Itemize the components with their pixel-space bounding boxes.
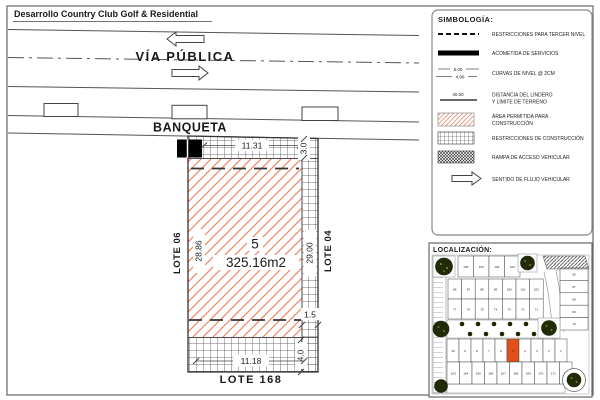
map-lot-number: 6 [500, 348, 502, 353]
legend-grid-hatch-icon [438, 132, 474, 144]
map-lot-number: 9 [464, 348, 466, 353]
map-lot-number: 2 [548, 348, 550, 353]
map-lot-number: 88 [480, 287, 484, 292]
map-lot-number: 3 [536, 348, 538, 353]
contour-upper-value: 5.00 [453, 67, 463, 72]
localizacion-panel [429, 243, 592, 397]
legend-label-7: RAMPA DE ACCESO VEHICULAR [492, 155, 570, 161]
map-lot-number: 8 [476, 348, 478, 353]
map-lot-number: 167 [500, 371, 506, 376]
legend-panel [432, 10, 592, 235]
map-lot-number: 170 [538, 371, 544, 376]
map-lot-number: 89 [493, 287, 498, 292]
neighbor-lote-04: LOTE 04 [323, 229, 334, 273]
map-lot-number: 70 [572, 322, 576, 327]
map-lot-number: 106 [463, 264, 469, 269]
legend-black-bar-icon [438, 51, 479, 56]
map-lot-number: 66 [572, 272, 576, 277]
contour-lower-value: 4.90 [455, 74, 465, 80]
tree-icon [433, 321, 449, 337]
tree-icon [567, 373, 581, 387]
map-lot-number: 67 [572, 285, 576, 289]
legend-label-6: RESTRICCIONES DE CONSTRUCCIÓN [492, 136, 584, 142]
legend-label-4a: DISTANCIA DEL LINDERO [492, 92, 553, 99]
map-lot-number: 166 [488, 371, 494, 376]
map-lot-number: 105 [478, 264, 484, 269]
legend-dense-hatch-icon [438, 151, 474, 163]
map-lot-number: 165 [475, 371, 481, 376]
service-connection-marker [177, 140, 202, 158]
legend-label-5a: ÁREA PERMITIDA PARA [492, 114, 549, 120]
map-lot-number: 75 [480, 307, 484, 312]
map-lot-number: 68 [572, 297, 576, 302]
map-lot-number: 71 [534, 307, 539, 312]
dim-right-strip: 1.5 [304, 309, 316, 320]
map-lot-number: 1 [560, 348, 562, 353]
dim-right-length: 29.00 [304, 242, 315, 264]
tree-icon [435, 380, 448, 393]
map-lot-number: 86 [453, 287, 457, 292]
map-lot-number: 101 [520, 287, 526, 292]
lot-number: 5 [251, 236, 259, 252]
neighbor-lote-06: LOTE 06 [172, 231, 183, 275]
dim-top-width: 11.31 [241, 140, 263, 151]
map-lot-number: 103 [509, 264, 515, 269]
dim-top-strip: 3.0 [298, 142, 309, 155]
map-lot-number: 74 [493, 307, 498, 312]
dim-bottom-width: 11.18 [240, 356, 262, 366]
map-lot-number: 100 [506, 287, 512, 292]
buildable-area [188, 159, 302, 338]
neighbor-lote-168: LOTE 168 [219, 374, 283, 386]
map-ramp-icon [543, 256, 589, 269]
map-lot-number: 169 [525, 371, 531, 376]
dim-bottom-strip: 4.0 [295, 349, 306, 362]
map-lot-number: 104 [494, 264, 500, 269]
page-title: Desarrollo Country Club Golf & Residential [14, 9, 199, 19]
localizacion-title: LOCALIZACIÓN: [433, 247, 493, 254]
boundary-distance-value: 40.00 [452, 92, 464, 97]
map-lot-number: 10 [451, 348, 455, 353]
map-lot-number: 72 [521, 307, 525, 312]
map-lot-number: 77 [453, 307, 457, 312]
map-lot-number: 5 [512, 348, 514, 353]
map-lot-number: 7 [488, 348, 490, 353]
map-road-bottom [447, 384, 565, 393]
map-lot-number: 102 [533, 287, 539, 292]
dim-left-length: 28.86 [193, 240, 204, 262]
legend-label-5b: CONSTRUCCIÓN [492, 121, 533, 127]
via-publica-label: VÍA PÚBLICA [135, 49, 235, 64]
map-lot-number: 164 [463, 371, 469, 376]
map-lot-number: 163 [450, 371, 456, 376]
map-lot-number: 87 [466, 287, 471, 292]
map-lot-number: 4 [524, 348, 526, 353]
map-lot-number: 73 [507, 307, 511, 312]
map-lot-number: 76 [466, 307, 471, 312]
map-lot-number: 171 [550, 371, 556, 376]
map-lot-number: 69 [572, 309, 576, 314]
legend-title: SIMBOLOGÍA: [438, 15, 494, 24]
map-lot-number: 168 [513, 371, 519, 376]
legend-label-3: CURVAS DE NIVEL @ 2CM [492, 71, 555, 77]
tree-icon [521, 256, 535, 270]
legend-red-hatch-icon [438, 113, 474, 126]
legend-label-8: SENTIDO DE FLUJO VEHICULAR [492, 177, 570, 183]
legend-label-1: RESTRICCIONES PARA TERCER NIVEL [492, 32, 586, 38]
tree-icon [436, 258, 453, 275]
legend-label-4b: Y LÍMITE DE TERRENO [492, 99, 547, 106]
banqueta-label: BANQUETA [153, 120, 227, 135]
tree-icon [542, 321, 557, 336]
lot-area: 325.16m2 [225, 255, 287, 270]
legend-label-2: ACOMETIDA DE SERVICIOS [492, 51, 559, 57]
